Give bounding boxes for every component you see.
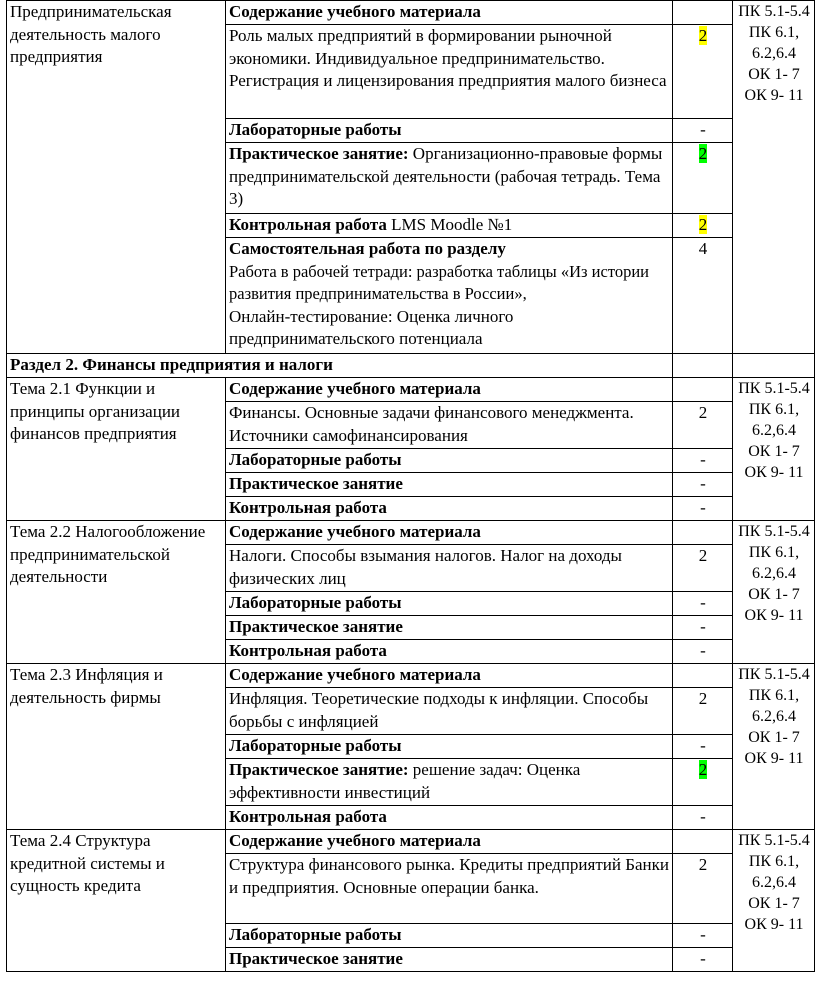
competencies-cell: ПК 5.1-5.4 ПК 6.1, 6.2,6.4 ОК 1- 7 ОК 9- 11 — [733, 664, 815, 830]
hours-cell: 2 — [673, 759, 733, 806]
practice-label: Практическое занятие — [226, 616, 673, 640]
hours-cell: - — [673, 735, 733, 759]
table-row — [7, 378, 815, 402]
content-header: Содержание учебного материала — [226, 664, 673, 688]
content-text: Структура финансового рынка. Кредиты предприятий Банки и предприятия. Основные операции банка. — [226, 854, 673, 924]
lab-label: Лабораторные работы — [226, 449, 673, 473]
self-work-text: Самостоятельная работа по разделу Работа в рабочей тетради: разработка таблицы «Из истории развития предпринимательства в России», Онлайн-тестирование: Оценка личного предпринимательского потенциала — [226, 238, 673, 354]
hours-cell — [673, 378, 733, 402]
hours-cell: - — [673, 616, 733, 640]
hours-cell: - — [673, 948, 733, 972]
section-title: Раздел 2. Финансы предприятия и налоги — [7, 354, 673, 378]
hours-cell: - — [673, 640, 733, 664]
table-row — [7, 664, 815, 688]
table-row — [7, 354, 815, 378]
practice-text: Практическое занятие: решение задач: Оценка эффективности инвестиций — [226, 759, 673, 806]
competencies-cell — [733, 354, 815, 378]
hours-cell: - — [673, 449, 733, 473]
content-header: Содержание учебного материала — [226, 1, 673, 25]
topic-title: Тема 2.1 Функции и принципы организации финансов предприятия — [7, 378, 226, 521]
hours-cell: - — [673, 924, 733, 948]
hours-cell: 2 — [673, 214, 733, 238]
practice-label: Практическое занятие — [226, 473, 673, 497]
content-text: Роль малых предприятий в формировании рыночной экономики. Индивидуальное предпринимательство. Регистрация и лицензирования предприятия малого бизнеса — [226, 25, 673, 119]
curriculum-table — [6, 0, 815, 972]
table-row — [7, 830, 815, 854]
lab-label: Лабораторные работы — [226, 924, 673, 948]
content-header: Содержание учебного материала — [226, 378, 673, 402]
lab-label: Лабораторные работы — [226, 592, 673, 616]
lab-label: Лабораторные работы — [226, 119, 673, 143]
hours-cell — [673, 521, 733, 545]
control-text: Контрольная работа LMS Moodle №1 — [226, 214, 673, 238]
control-label: Контрольная работа — [226, 640, 673, 664]
hours-cell: 2 — [673, 25, 733, 119]
topic-title: Тема 2.3 Инфляция и деятельность фирмы — [7, 664, 226, 830]
hours-cell — [673, 664, 733, 688]
competencies-cell: ПК 5.1-5.4 ПК 6.1, 6.2,6.4 ОК 1- 7 ОК 9- 11 — [733, 378, 815, 521]
hours-cell: - — [673, 119, 733, 143]
hours-cell — [673, 1, 733, 25]
table-row — [7, 521, 815, 545]
hours-cell: 2 — [673, 402, 733, 449]
content-header: Содержание учебного материала — [226, 521, 673, 545]
topic-title: Предпринимательская деятельность малого предприятия — [7, 1, 226, 354]
content-text: Налоги. Способы взымания налогов. Налог на доходы физических лиц — [226, 545, 673, 592]
topic-title: Тема 2.2 Налогообложение предпринимательской деятельности — [7, 521, 226, 664]
hours-cell: - — [673, 592, 733, 616]
hours-cell — [673, 830, 733, 854]
hours-cell — [673, 354, 733, 378]
hours-cell: - — [673, 497, 733, 521]
content-header: Содержание учебного материала — [226, 830, 673, 854]
hours-cell: 2 — [673, 854, 733, 924]
topic-title: Тема 2.4 Структура кредитной системы и сущность кредита — [7, 830, 226, 972]
control-label: Контрольная работа — [226, 497, 673, 521]
control-label: Контрольная работа — [226, 806, 673, 830]
hours-cell: 4 — [673, 238, 733, 354]
practice-text: Практическое занятие: Организационно-правовые формы предпринимательской деятельности (рабочая тетрадь. Тема 3) — [226, 143, 673, 214]
hours-cell: 2 — [673, 688, 733, 735]
hours-cell: - — [673, 473, 733, 497]
content-text: Инфляция. Теоретические подходы к инфляции. Способы борьбы с инфляцией — [226, 688, 673, 735]
lab-label: Лабораторные работы — [226, 735, 673, 759]
hours-cell: 2 — [673, 143, 733, 214]
competencies-cell: ПК 5.1-5.4 ПК 6.1, 6.2,6.4 ОК 1- 7 ОК 9- 11 — [733, 521, 815, 664]
practice-label: Практическое занятие — [226, 948, 673, 972]
hours-cell: - — [673, 806, 733, 830]
competencies-cell: ПК 5.1-5.4 ПК 6.1, 6.2,6.4 ОК 1- 7 ОК 9- 11 — [733, 1, 815, 354]
content-text: Финансы. Основные задачи финансового менеджмента. Источники самофинансирования — [226, 402, 673, 449]
table-row — [7, 1, 815, 25]
hours-cell: 2 — [673, 545, 733, 592]
competencies-cell: ПК 5.1-5.4 ПК 6.1, 6.2,6.4 ОК 1- 7 ОК 9- 11 — [733, 830, 815, 972]
